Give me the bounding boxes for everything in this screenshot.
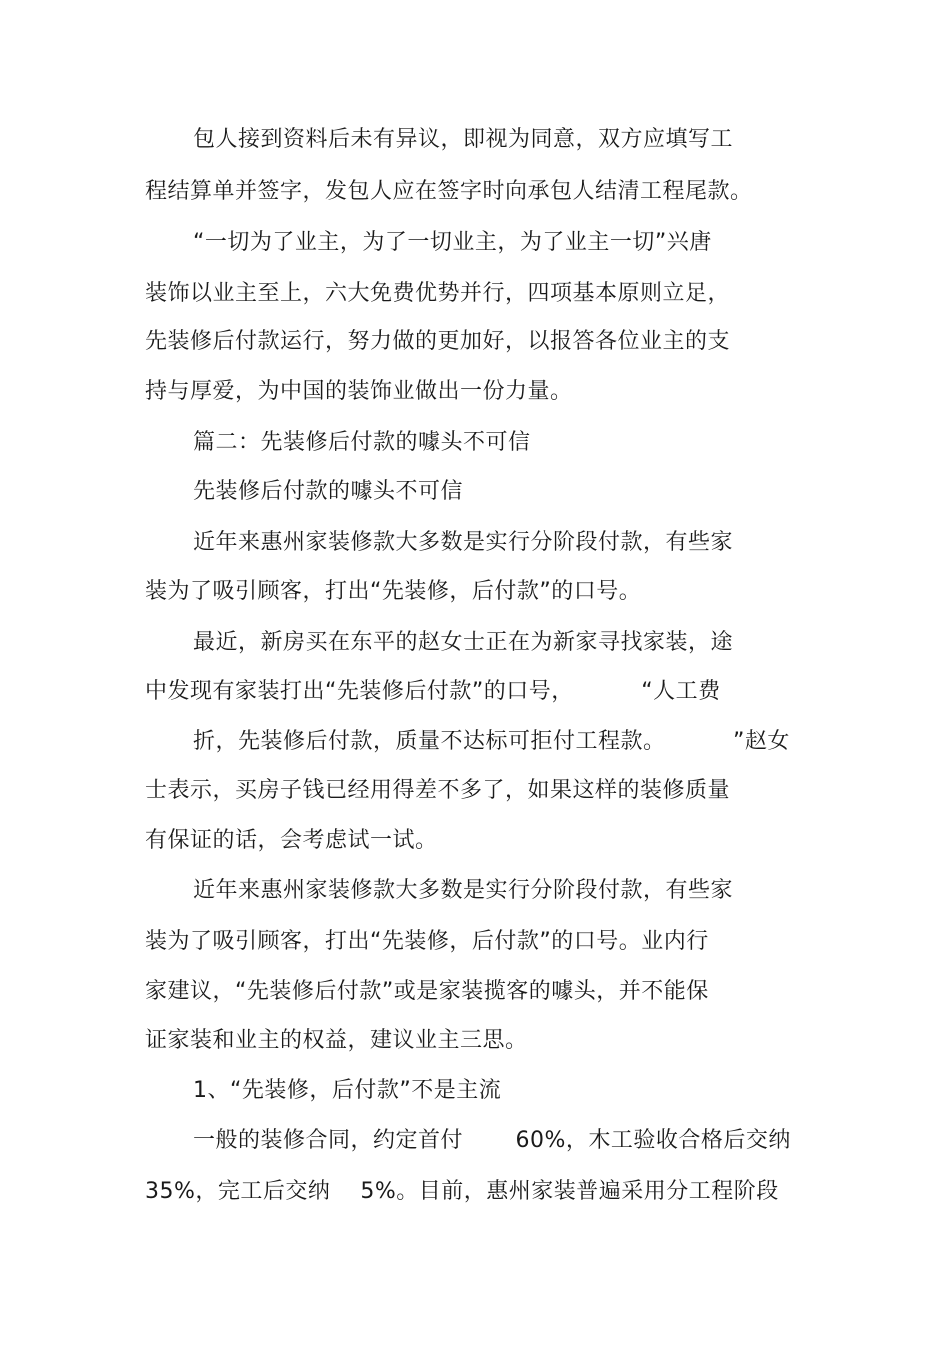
section-heading: 篇二：先装修后付款的噱头不可信	[193, 430, 531, 455]
text-line: 近年来惠州家装修款大多数是实行分阶段付款，有些家	[193, 878, 734, 903]
text-line: 35%，完工后交纳 5%。目前，惠州家装普遍采用分工程阶段	[145, 1179, 779, 1204]
text-line: 证家装和业主的权益，建议业主三思。	[145, 1028, 528, 1053]
text-line: 装为了吸引顾客，打出“先装修，后付款”的口号。	[145, 579, 642, 604]
article-title: 先装修后付款的噱头不可信	[193, 479, 464, 504]
text-line: 包人接到资料后未有异议，即视为同意，双方应填写工	[193, 127, 734, 152]
text-line: “一切为了业主，为了一切业主，为了业主一切”兴唐	[193, 230, 712, 255]
text-line: 折，先装修后付款，质量不达标可拒付工程款。 ”赵女	[193, 729, 790, 754]
text-line: 装为了吸引顾客，打出“先装修，后付款”的口号。业内行	[145, 929, 709, 954]
text-line: 先装修后付款运行，努力做的更加好，以报答各位业主的支	[145, 329, 731, 354]
text-line: 程结算单并签字，发包人应在签字时向承包人结清工程尾款。	[145, 179, 753, 204]
text-line: 一般的装修合同，约定首付 60%，木工验收合格后交纳	[193, 1128, 791, 1153]
text-line: 中发现有家装打出“先装修后付款”的口号， “人工费	[145, 679, 721, 704]
text-line: 最近，新房买在东平的赵女士正在为新家寻找家装，途	[193, 630, 734, 655]
text-line: 装饰以业主至上，六大免费优势并行，四项基本原则立足，	[145, 281, 731, 306]
text-line: 有保证的话，会考虑试一试。	[145, 828, 438, 853]
text-line: 士表示，买房子钱已经用得差不多了，如果这样的装修质量	[145, 778, 731, 803]
text-line: 近年来惠州家装修款大多数是实行分阶段付款，有些家	[193, 530, 734, 555]
text-line: 家建议，“先装修后付款”或是家装揽客的噱头，并不能保	[145, 979, 709, 1004]
text-line: 持与厚爱，为中国的装饰业做出一份力量。	[145, 379, 573, 404]
subsection-heading: 1、“先装修，后付款”不是主流	[193, 1078, 502, 1103]
